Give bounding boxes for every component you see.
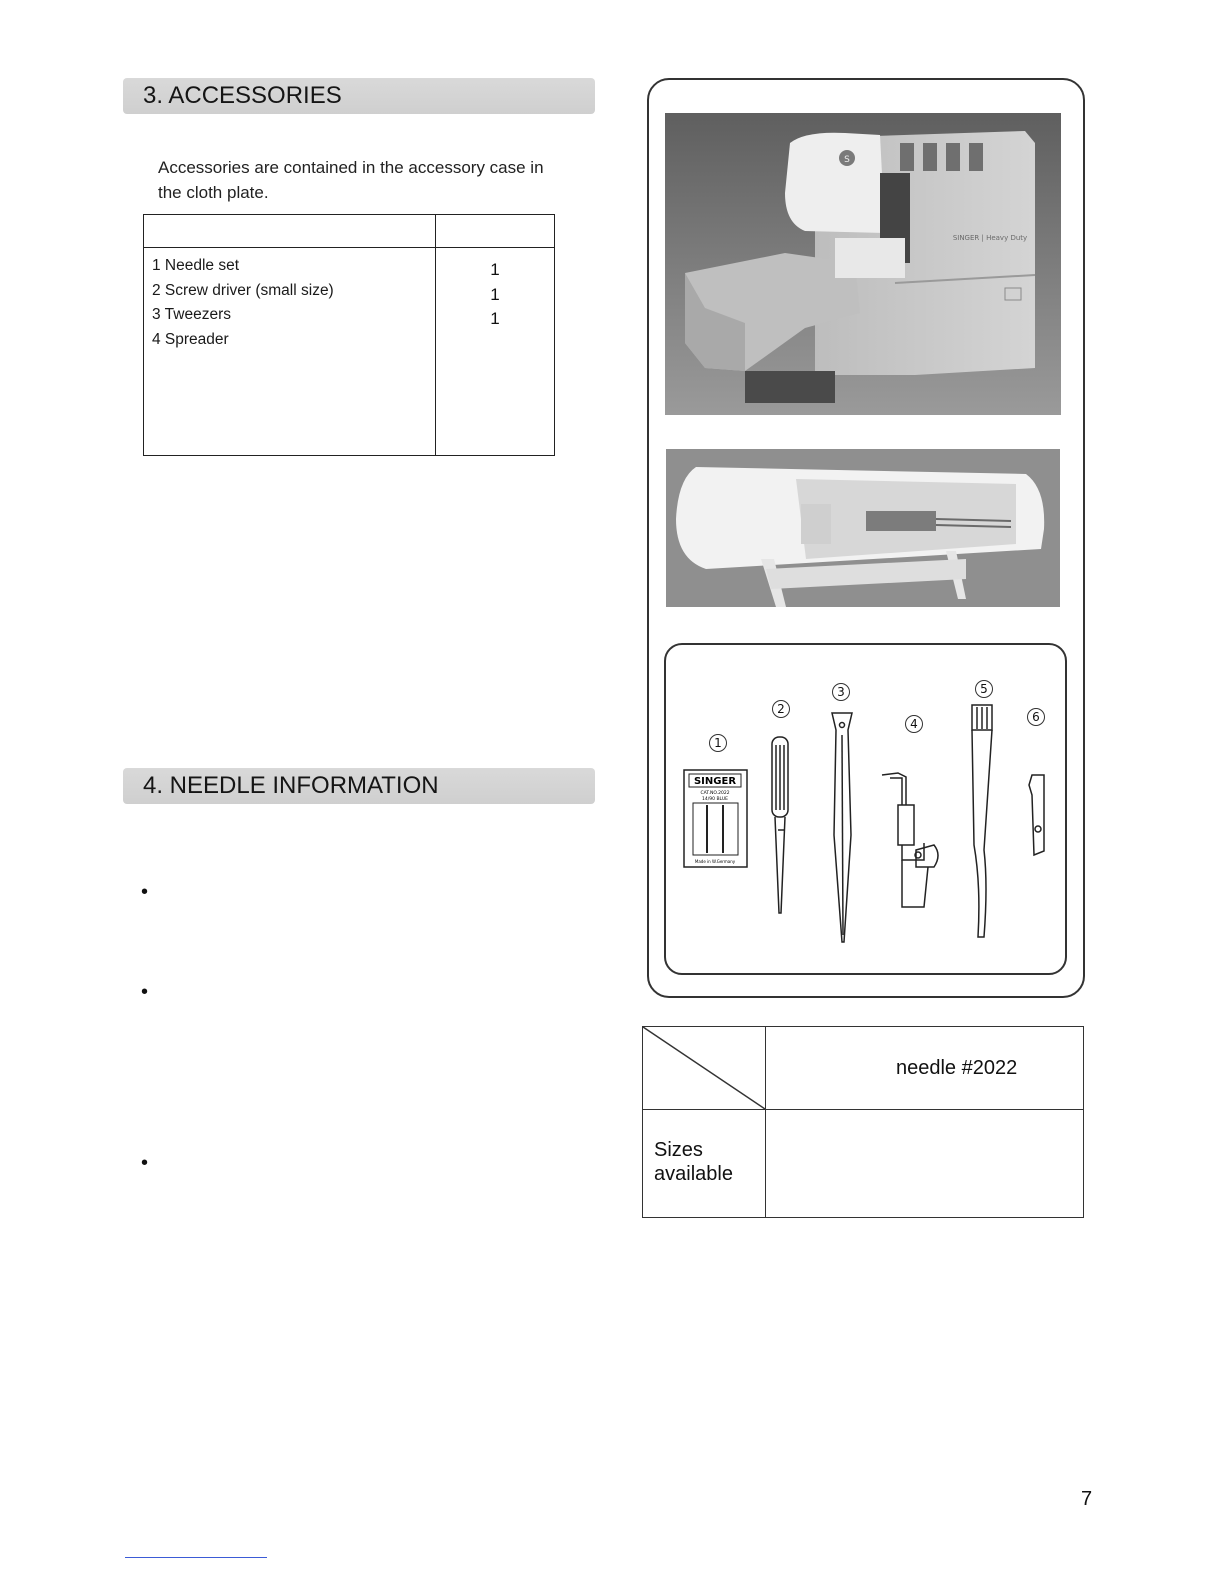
- accessories-intro: [158, 155, 608, 205]
- blade-icon: [1029, 775, 1044, 855]
- accessories-item-list: [144, 248, 436, 456]
- accessories-drawing-box: [664, 643, 1067, 975]
- serger-machine-illustration: [665, 113, 1061, 415]
- needle-pack-footer: Made in W.Germany: [694, 859, 736, 864]
- intro-line-2: the cloth plate.: [158, 183, 269, 202]
- accessory-item: 1 Needle set: [152, 257, 240, 274]
- intro-line-1: Accessories are contained in the accessory case in: [158, 158, 544, 177]
- needle-table-header-cell: [766, 1027, 1084, 1110]
- accessories-header-cell-item: [144, 215, 436, 248]
- accessory-qty: 1: [490, 309, 500, 328]
- accessory-qty: 1: [490, 260, 500, 279]
- callout-2: 2: [772, 700, 790, 718]
- page-number: 7: [1081, 1488, 1093, 1510]
- spreader-icon: [882, 773, 938, 907]
- needle-table-corner-cell: [643, 1027, 766, 1110]
- needle-pack-icon: [684, 770, 747, 867]
- accessory-case-illustration: [666, 449, 1060, 607]
- needle-info-heading: [123, 768, 595, 804]
- bullet-point: •: [141, 1152, 149, 1174]
- accessories-qty-list: [436, 248, 555, 456]
- needle-table-sizes-label-cell: [643, 1110, 766, 1218]
- callout-6: 6: [1027, 708, 1045, 726]
- footnote-rule: [125, 1557, 267, 1558]
- callout-1: 1: [709, 734, 727, 752]
- tweezers-icon: [832, 713, 852, 942]
- machine-photo: [665, 113, 1061, 415]
- brush-icon: [972, 705, 992, 937]
- needle-type-label: needle #2022: [896, 1057, 1018, 1079]
- bullet-point: •: [141, 981, 149, 1003]
- needle-table: [642, 1026, 1084, 1218]
- diagonal-divider: [643, 1027, 765, 1109]
- screwdriver-icon: [772, 737, 788, 913]
- needle-pack-brand: SINGER: [693, 776, 737, 787]
- svg-text:S: S: [844, 155, 850, 165]
- callout-4: 4: [905, 715, 923, 733]
- accessory-item: 2 Screw driver (small size): [152, 281, 334, 299]
- bullet-point: •: [141, 881, 149, 903]
- accessory-item: 3 Tweezers: [152, 306, 231, 323]
- needle-pack-catno: CAT.NO.2022: [700, 791, 730, 796]
- needle-table-sizes-value-cell: [766, 1110, 1084, 1218]
- callout-3: 3: [832, 683, 850, 701]
- sizes-label-line2: available: [654, 1163, 733, 1185]
- accessories-header-cell-qty: [436, 215, 555, 248]
- accessories-heading-text: 3. ACCESSORIES: [143, 82, 342, 109]
- sizes-label-line1: Sizes: [654, 1139, 703, 1161]
- machine-brand-label: SINGER | Heavy Duty: [952, 234, 1028, 242]
- needle-info-heading-text: 4. NEEDLE INFORMATION: [143, 772, 439, 799]
- needle-pack-size: 14/90 BLUE: [702, 797, 728, 802]
- accessories-table: [143, 214, 555, 456]
- accessories-line-art: [666, 645, 1065, 973]
- accessory-case-photo: [666, 449, 1060, 607]
- callout-5: 5: [975, 680, 993, 698]
- accessory-item: 4 Spreader: [152, 330, 229, 348]
- accessory-qty: 1: [490, 284, 500, 304]
- accessories-heading: [123, 78, 595, 114]
